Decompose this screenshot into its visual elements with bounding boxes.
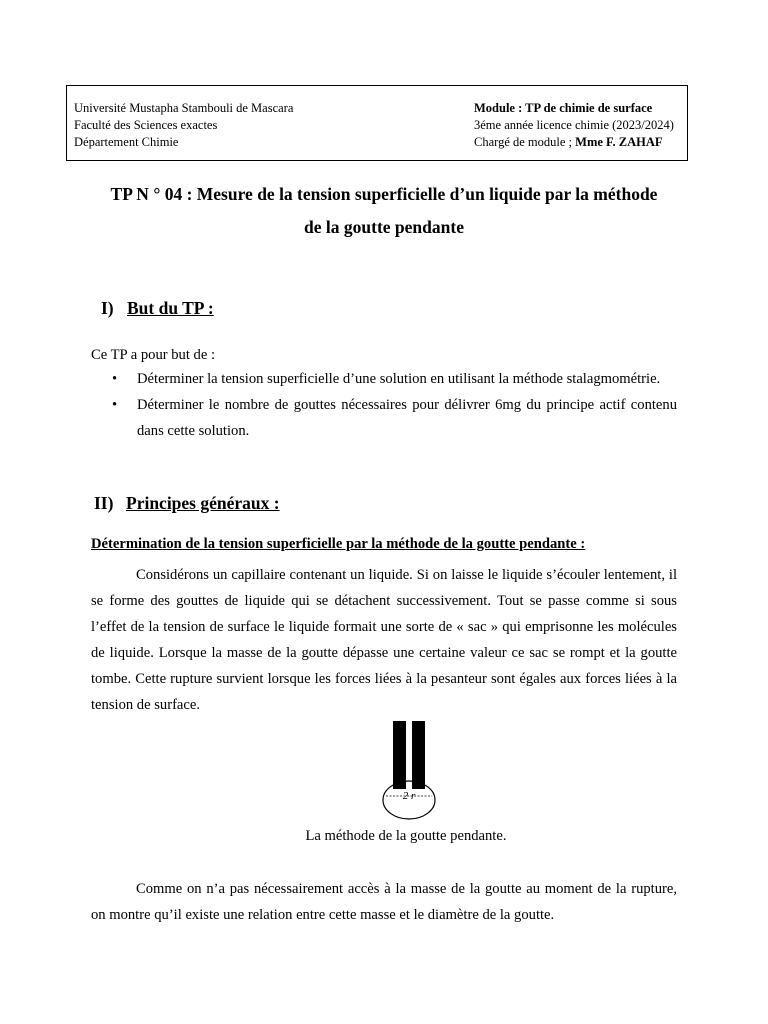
- capillary-bore: [406, 721, 412, 787]
- bullet-icon: •: [112, 397, 118, 413]
- page-title: [0, 178, 768, 244]
- pendant-drop-figure: [377, 721, 441, 821]
- section-1-heading: [101, 298, 214, 319]
- paragraph-principle-text: Considérons un capillaire contenant un liquide. Si on laisse le liquide s’écouler lentement, il se forme des gouttes de liquide qui se détachent successivement. Tout se passe comme si sous l’effet de la tension de surface le liquide formait une sorte de « sac » qui emprisonne les molécules de liquide. Lorsque la masse de la goutte dépasse une certaine valeur ce sac se rompt et la goutte tombe. Cette rupture survient lorsque les forces liées à la pesanteur sont égales aux forces liées à la tension de surface.: [91, 567, 677, 713]
- capillary-right-tip: [412, 781, 425, 789]
- university-name: Université Mustapha Stambouli de Mascara: [74, 101, 294, 115]
- module-teacher: [474, 134, 674, 151]
- capillary-left-wall: [393, 721, 406, 787]
- paragraph-relation: [91, 876, 677, 928]
- objectives-list: [112, 366, 677, 444]
- institution-block: [74, 100, 293, 151]
- faculty-name: Faculté des Sciences exactes: [74, 118, 218, 132]
- capillary-diagram: [377, 721, 441, 821]
- module-block: [474, 100, 674, 151]
- list-item: [112, 392, 677, 444]
- section-2-subheading: Détermination de la tension superficielle par la méthode de la goutte pendante :: [91, 536, 586, 552]
- document-header: [66, 85, 688, 161]
- title-line-2: de la goutte pendante: [304, 217, 464, 237]
- section-1-number: I): [101, 298, 114, 318]
- module-name: Module : TP de chimie de surface: [474, 101, 653, 115]
- section-2-label: Principes généraux :: [126, 493, 280, 513]
- figure-caption: La méthode de la goutte pendante.: [305, 828, 507, 844]
- capillary-right-wall: [412, 721, 425, 787]
- teacher-prefix: Chargé de module ;: [474, 135, 576, 149]
- teacher-name: Mme F. ZAHAF: [575, 135, 663, 149]
- objective-text: Déterminer le nombre de gouttes nécessaires pour délivrer 6mg du principe actif contenu dans cette solution.: [137, 397, 677, 439]
- section-1-intro: Ce TP a pour but de :: [91, 347, 216, 363]
- diameter-label: 2 r: [402, 790, 416, 802]
- department-name: Département Chimie: [74, 135, 179, 149]
- list-item: [112, 366, 677, 392]
- section-2-number: II): [94, 493, 114, 513]
- academic-year: 3éme année licence chimie (2023/2024): [474, 118, 674, 132]
- title-line-1: TP N ° 04 : Mesure de la tension superficielle d’un liquide par la méthode: [110, 184, 658, 204]
- capillary-left-tip: [393, 781, 406, 789]
- section-2-heading: [94, 493, 280, 514]
- paragraph-principle: [91, 562, 677, 718]
- objective-text: Déterminer la tension superficielle d’une solution en utilisant la méthode stalagmométrie.: [137, 371, 661, 387]
- bullet-icon: •: [112, 371, 118, 387]
- section-1-label: But du TP :: [127, 298, 214, 318]
- paragraph-relation-text: Comme on n’a pas nécessairement accès à la masse de la goutte au moment de la rupture, on montre qu’il existe une relation entre cette masse et le diamètre de la goutte.: [91, 881, 677, 923]
